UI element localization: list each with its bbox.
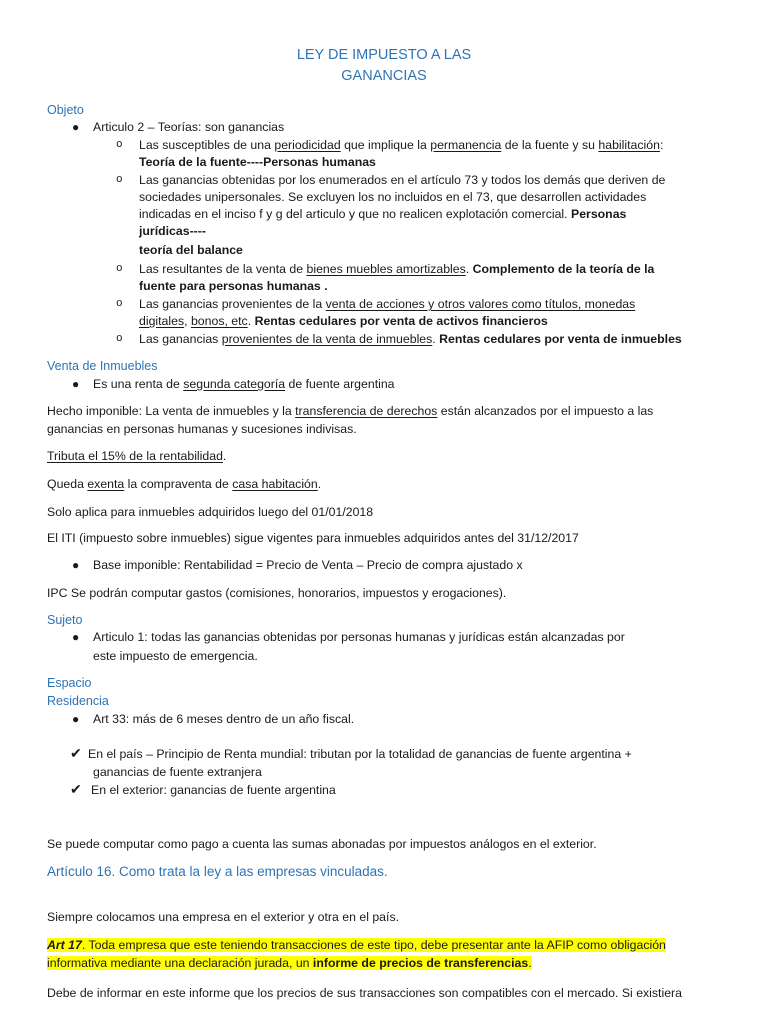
sujeto-line1: Articulo 1: todas las ganancias obtenidas por personas humanas y jurídicas están alcanzadas por [93,630,625,644]
last-line: Debe de informar en este informe que los precios de sus transacciones son compatibles con el mercado. Si existiera [47,986,682,1000]
hecho-imponible-line1: Hecho imponible: La venta de inmuebles y la transferencia de derechos están alcanzados por el impuesto a las [47,404,654,418]
sujeto-line2: este impuesto de emergencia. [93,649,258,663]
computar-line: Se puede computar como pago a cuenta las sumas abonadas por impuestos análogos en el exterior. [47,837,597,851]
heading-residencia: Residencia [47,694,109,708]
objeto-sub-2-line5: teoría del balance [139,243,243,257]
objeto-sub-2-line2: sociedades unipersonales. Se excluyen los no incluidos en el 73, que desarrollen actividades [139,190,647,204]
objeto-sub-2-line1: Las ganancias obtenidas por los enumerados en el artículo 73 y todos los demás que deriven de [139,173,666,187]
art17-line2: informativa mediante una declaración jurada, un informe de precios de transferencias. [47,956,532,970]
bullet-icon: ● [72,377,80,391]
venta-bullet: Es una renta de segunda categoría de fuente argentina [93,377,395,391]
objeto-sub-2-line3: indicadas en el inciso f y g del articulo y que no realicen explotación comercial. Personas [139,207,627,221]
base-imponible-line: Base imponible: Rentabilidad = Precio de Venta – Precio de compra ajustado x [93,558,523,572]
document-title-line1: LEY DE IMPUESTO A LAS [296,47,472,63]
checkmark-icon: ✔ [70,745,82,761]
residencia-check1-line2: ganancias de fuente extranjera [93,765,262,779]
bullet-icon: ● [72,712,80,726]
residencia-check2: En el exterior: ganancias de fuente argentina [91,783,336,797]
objeto-sub-3: Las resultantes de la venta de bienes muebles amortizables. Complemento de la teoría de la [139,262,655,276]
residencia-bullet: Art 33: más de 6 meses dentro de un año fiscal. [93,712,355,726]
objeto-sub-3-line2: fuente para personas humanas . [139,279,328,293]
document-title-line2: GANANCIAS [341,68,427,84]
queda-exenta-line: Queda exenta la compraventa de casa habitación. [47,477,322,491]
objeto-sub-1-bold: Teoría de la fuente----Personas humanas [139,155,376,169]
bullet-icon: ● [72,120,80,134]
sub-bullet-icon: o [116,139,123,151]
objeto-sub-1: Las susceptibles de una periodicidad que implique la permanencia de la fuente y su habilitación: [139,138,664,152]
hecho-imponible-line2: ganancias en personas humanas y sucesiones indivisas. [47,422,357,436]
heading-espacio: Espacio [47,676,92,690]
sub-bullet-icon: o [116,333,123,345]
objeto-sub-4-line1: Las ganancias provenientes de la venta de acciones y otros valores como títulos, monedas [139,297,636,311]
sub-bullet-icon: o [116,263,123,275]
heading-articulo-16: Artículo 16. Como trata la ley a las empresas vinculadas. [47,864,388,879]
heading-sujeto: Sujeto [47,613,83,627]
objeto-sub-5: Las ganancias provenientes de la venta de inmuebles. Rentas cedulares por venta de inmuebles [139,332,682,346]
solo-aplica-line: Solo aplica para inmuebles adquiridos luego del 01/01/2018 [47,505,374,519]
art17-line1: Art 17. Toda empresa que este teniendo transacciones de este tipo, debe presentar ante la AFIP como obligación [47,938,666,952]
bullet-icon: ● [72,558,80,572]
sub-bullet-icon: o [116,174,123,186]
art16-line: Siempre colocamos una empresa en el exterior y otra en el país. [47,910,400,924]
bullet-icon: ● [72,630,80,644]
sub-bullet-icon: o [116,298,123,310]
objeto-sub-4-line2: digitales, bonos, etc. Rentas cedulares por venta de activos financieros [139,314,548,328]
objeto-bullet-1: Articulo 2 – Teorías: son ganancias [93,120,285,134]
heading-objeto: Objeto [47,103,84,117]
checkmark-icon: ✔ [70,781,82,797]
residencia-check1-line1: En el país – Principio de Renta mundial: tributan por la totalidad de ganancias de fuente argentina + [88,747,632,761]
tributa-line: Tributa el 15% de la rentabilidad. [47,449,227,463]
heading-venta-inmuebles: Venta de Inmuebles [47,359,158,373]
objeto-sub-2-line4: jurídicas---- [139,224,206,238]
iti-line: El ITI (impuesto sobre inmuebles) sigue vigentes para inmuebles adquiridos antes del 31/12/2017 [47,531,579,545]
ipc-line: IPC Se podrán computar gastos (comisiones, honorarios, impuestos y erogaciones). [47,586,507,600]
